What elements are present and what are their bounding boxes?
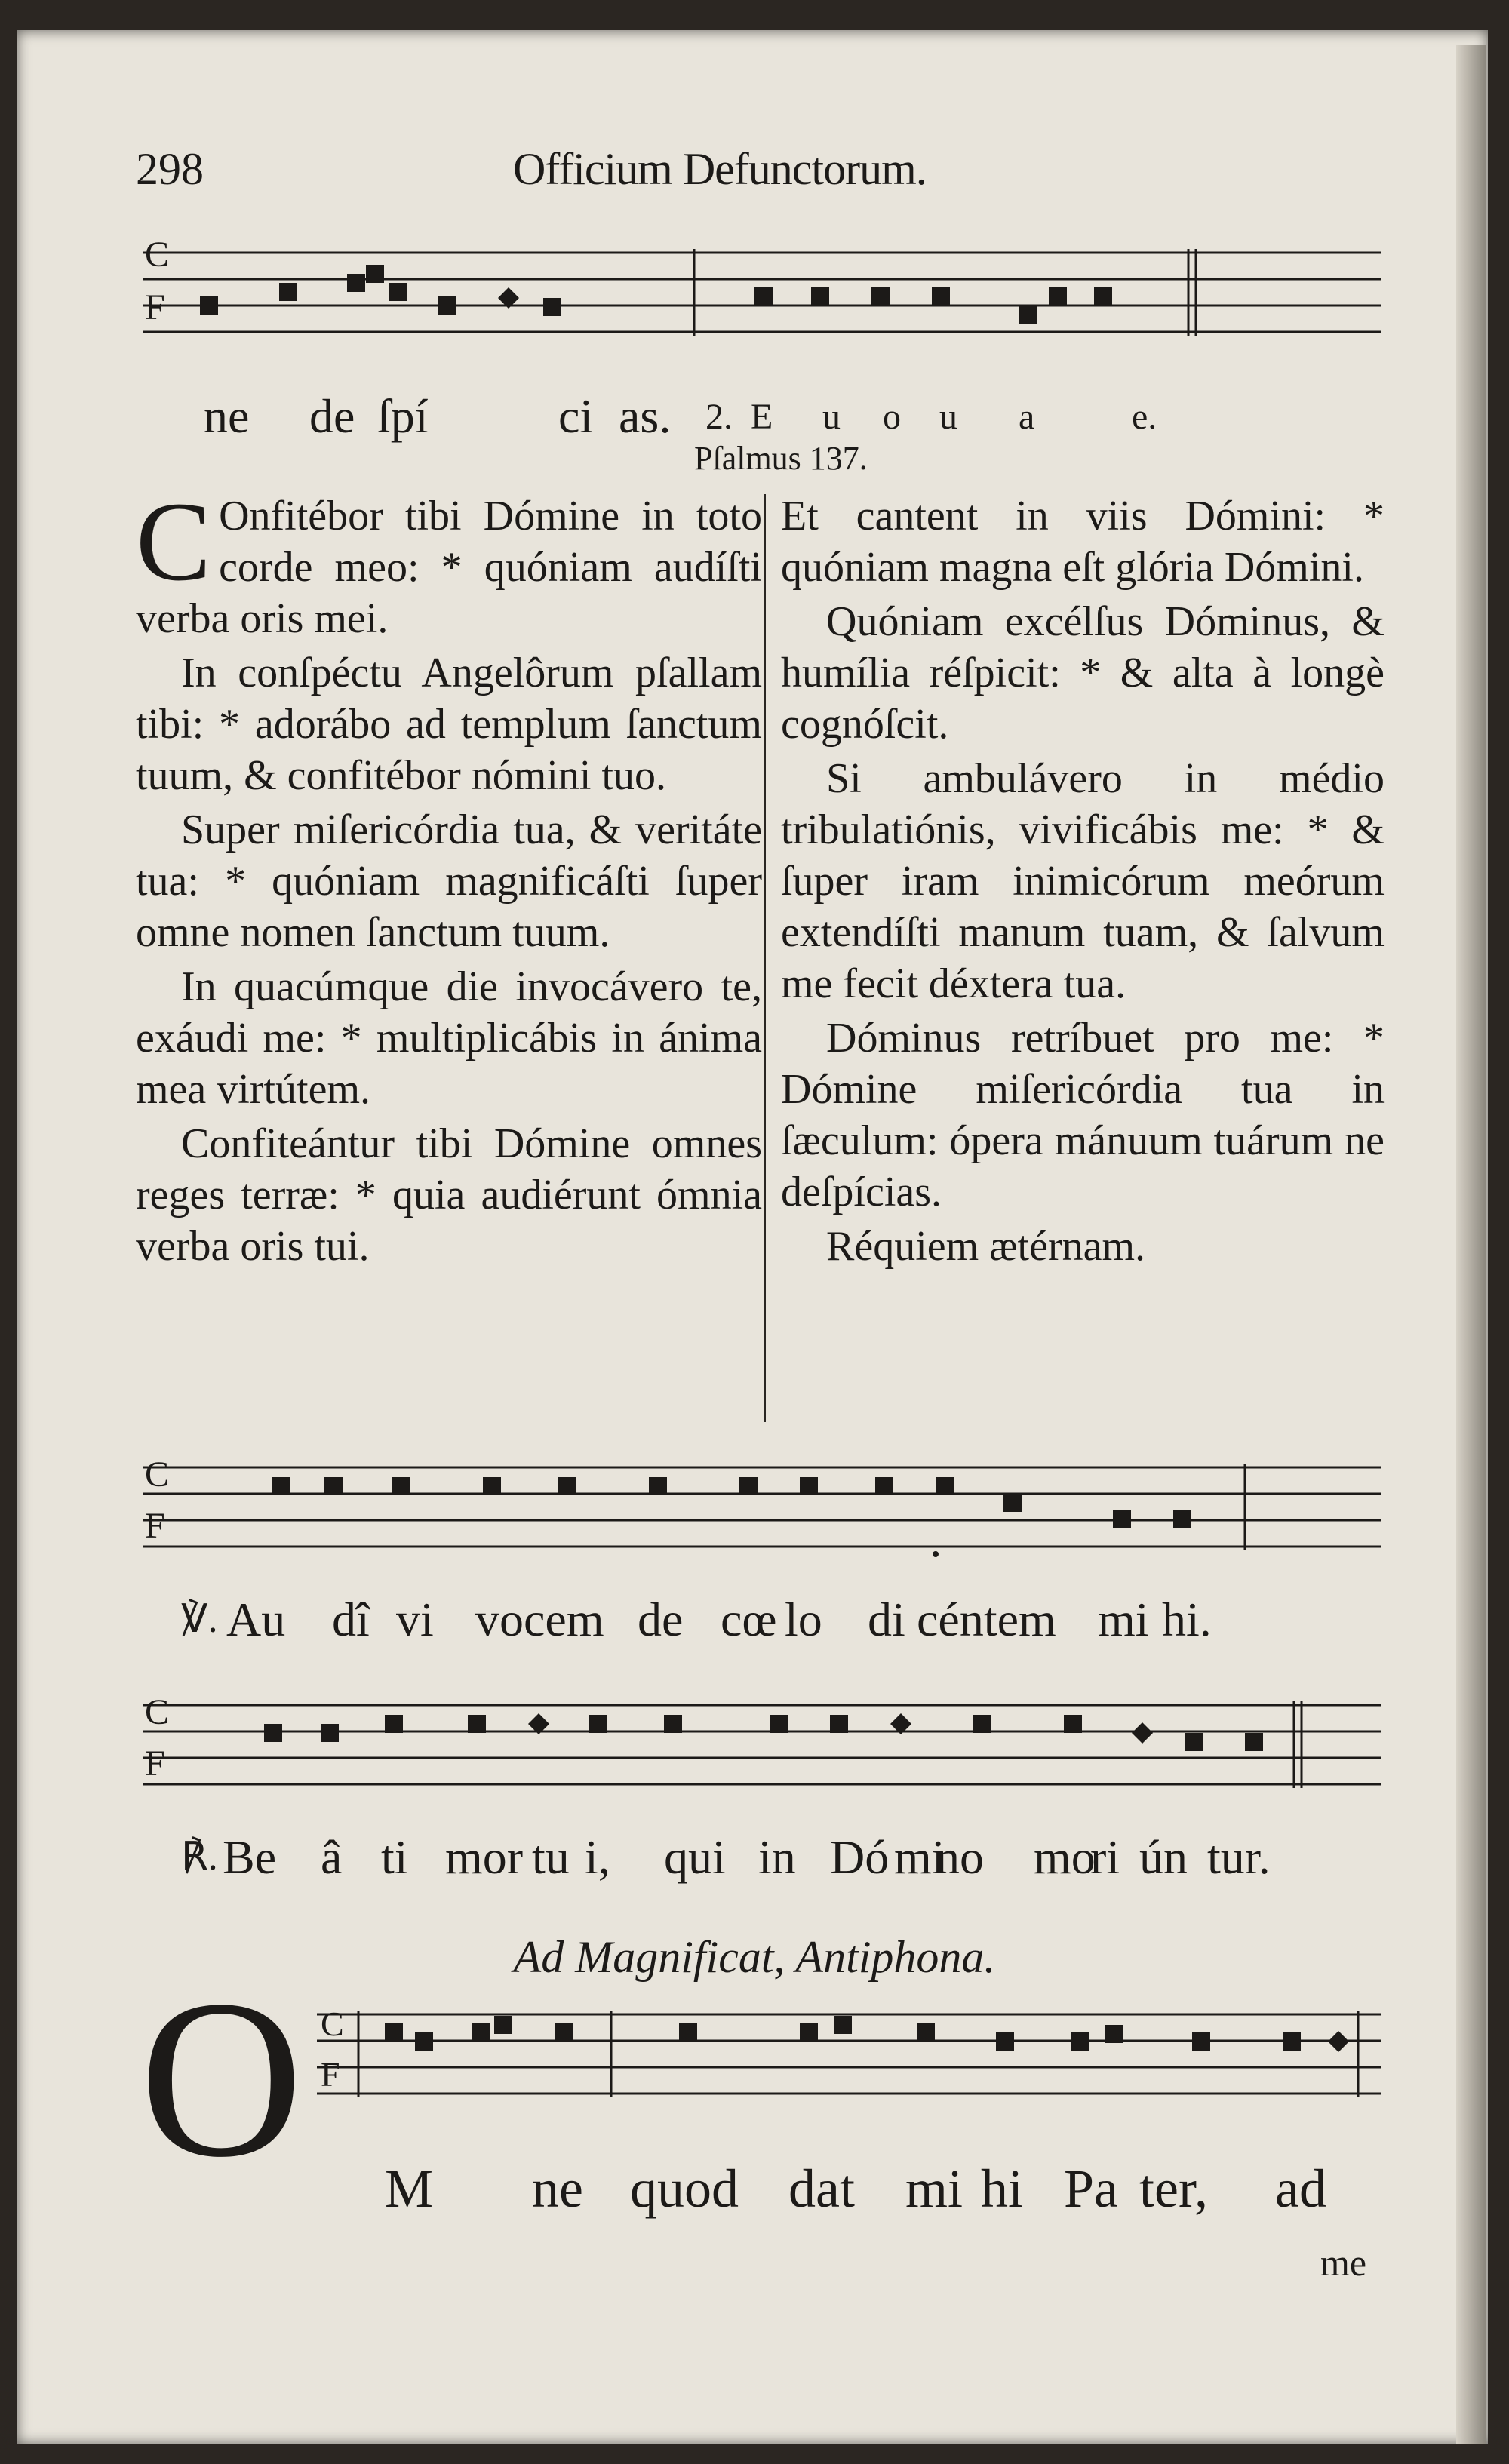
syllable: a	[1019, 397, 1035, 437]
syllable: dî	[332, 1593, 370, 1646]
verse: In quacúmque die invocávero te, exáudi me: * multiplicábis in ánima mea virtútem.	[136, 963, 762, 1113]
syllable: mi	[1098, 1593, 1149, 1646]
syllable: o	[883, 397, 901, 437]
staff-1-clef-c: C	[145, 235, 170, 275]
page-number: 298	[136, 144, 204, 194]
syllable: Be	[223, 1830, 277, 1884]
syllable: quod	[630, 2158, 739, 2219]
psalm-left-column	[136, 479, 762, 1275]
staff-2-lyrics	[181, 1592, 1237, 1652]
syllable: céntem	[917, 1593, 1056, 1646]
page-title: Officium Defunctorum.	[513, 144, 927, 194]
syllable: ter,	[1139, 2158, 1209, 2219]
syllable: as.	[619, 389, 672, 443]
syllable: ℟.	[181, 1836, 218, 1879]
syllable: hi.	[1162, 1593, 1212, 1646]
syllable: u	[822, 397, 841, 437]
syllable: no	[936, 1830, 984, 1884]
syllable: Au	[226, 1593, 286, 1646]
syllable: mo	[1034, 1830, 1096, 1884]
verse: Et cantent in viis Dómini: * quóniam magna eſt glória Dómini.	[781, 493, 1385, 591]
syllable: di	[868, 1593, 905, 1646]
syllable: ri	[1090, 1830, 1120, 1884]
syllable: ne	[204, 389, 250, 443]
antiphon-initial: O	[140, 1953, 303, 2204]
syllable: de	[309, 389, 355, 443]
syllable: mor	[445, 1830, 524, 1884]
antiphon-subtitle: Ad Magnificat, Antiphona.	[513, 1932, 996, 1982]
syllable: ci	[558, 389, 594, 443]
verse: Quóniam excélſus Dóminus, & humília réſpicit: * & alta à longè cognóſcit.	[781, 598, 1385, 748]
staff-3-clef-f: F	[145, 1744, 165, 1783]
syllable: mi	[905, 2158, 963, 2219]
staff-2-clef-c: C	[145, 1455, 170, 1495]
verse: Réquiem ætérnam.	[826, 1223, 1146, 1270]
verse: Super miſericórdia tua, & veritáte tua: * quóniam magnificáſti ſuper omne nomen ſanctum tuum.	[136, 806, 762, 956]
staff-1-svg	[136, 223, 1388, 373]
syllable: ti	[381, 1830, 408, 1884]
page-header	[136, 143, 1418, 204]
staff-3-svg	[136, 1686, 1388, 1814]
syllable: hi	[981, 2158, 1024, 2219]
syllable: ſpí	[377, 389, 429, 443]
syllable: ℣.	[181, 1598, 218, 1641]
syllable: qui	[664, 1830, 726, 1884]
syllable: Dó	[830, 1830, 890, 1884]
verse: Dóminus retríbuet pro me: * Dómine miſericórdia tua in ſæculum: ópera mánuum tuárum ne deſpícias.	[781, 1015, 1385, 1215]
syllable: â	[321, 1830, 343, 1884]
music-staff-4	[272, 1999, 1388, 2128]
syllable: Pa	[1064, 2158, 1118, 2219]
psalm-label: Pſalmus 137.	[694, 440, 868, 477]
syllable: tu	[532, 1830, 570, 1884]
syllable: in	[758, 1830, 796, 1884]
syllable: u	[939, 397, 957, 437]
syllable: ún	[1139, 1830, 1188, 1884]
syllable: lo	[785, 1593, 822, 1646]
column-divider	[764, 494, 766, 1422]
syllable: ne	[532, 2158, 583, 2219]
staff-2-svg	[136, 1449, 1388, 1577]
syllable: tur.	[1207, 1830, 1271, 1884]
syllable: 2.	[705, 397, 733, 437]
antiphon-lyrics	[385, 2158, 1381, 2226]
verse: In conſpéctu Angelôrum pſallam tibi: * adorábo ad templum ſanctum tuum, & confitébor nómini tuo.	[136, 650, 762, 799]
syllable: de	[638, 1593, 684, 1646]
catchword: me	[1320, 2241, 1367, 2284]
verse: Confiteántur tibi Dómine omnes reges terræ: * quia audiérunt ómnia verba oris tui.	[136, 1120, 762, 1270]
syllable: cœ	[721, 1593, 777, 1646]
staff-1-clef-f: F	[145, 287, 165, 327]
staff-4-svg	[272, 1999, 1388, 2128]
music-staff-1	[136, 223, 1388, 373]
verse: C Onfitébor tibi Dómine in toto corde meo: * quóniam audíſti verba oris mei.	[136, 479, 762, 642]
verse: Si ambulávero in médio tribulatiónis, vivificábis me: * & ſuper iram inimicórum meórum extendíſti manum tuam, & ſalvum me fecit déxtera tua.	[781, 755, 1385, 1007]
syllable: dat	[788, 2158, 855, 2219]
syllable: vocem	[475, 1593, 604, 1646]
syllable: e.	[1132, 397, 1157, 437]
syllable: mi	[894, 1830, 945, 1884]
music-staff-3	[136, 1686, 1388, 1814]
syllable: M	[385, 2158, 434, 2219]
syllable: i,	[585, 1830, 610, 1884]
music-staff-2	[136, 1449, 1388, 1577]
syllable: ad	[1275, 2158, 1326, 2219]
staff-4-clef-f: F	[321, 2055, 340, 2094]
psalm-right-column	[781, 490, 1385, 1275]
syllable: vi	[396, 1593, 434, 1646]
staff-4-clef-c: C	[321, 2005, 344, 2043]
staff-3-lyrics	[181, 1830, 1313, 1890]
drop-cap: C	[136, 479, 212, 604]
staff-2-clef-f: F	[145, 1506, 165, 1546]
staff-3-clef-c: C	[145, 1692, 170, 1732]
page-edge	[1456, 45, 1486, 2444]
syllable: E	[751, 397, 773, 437]
